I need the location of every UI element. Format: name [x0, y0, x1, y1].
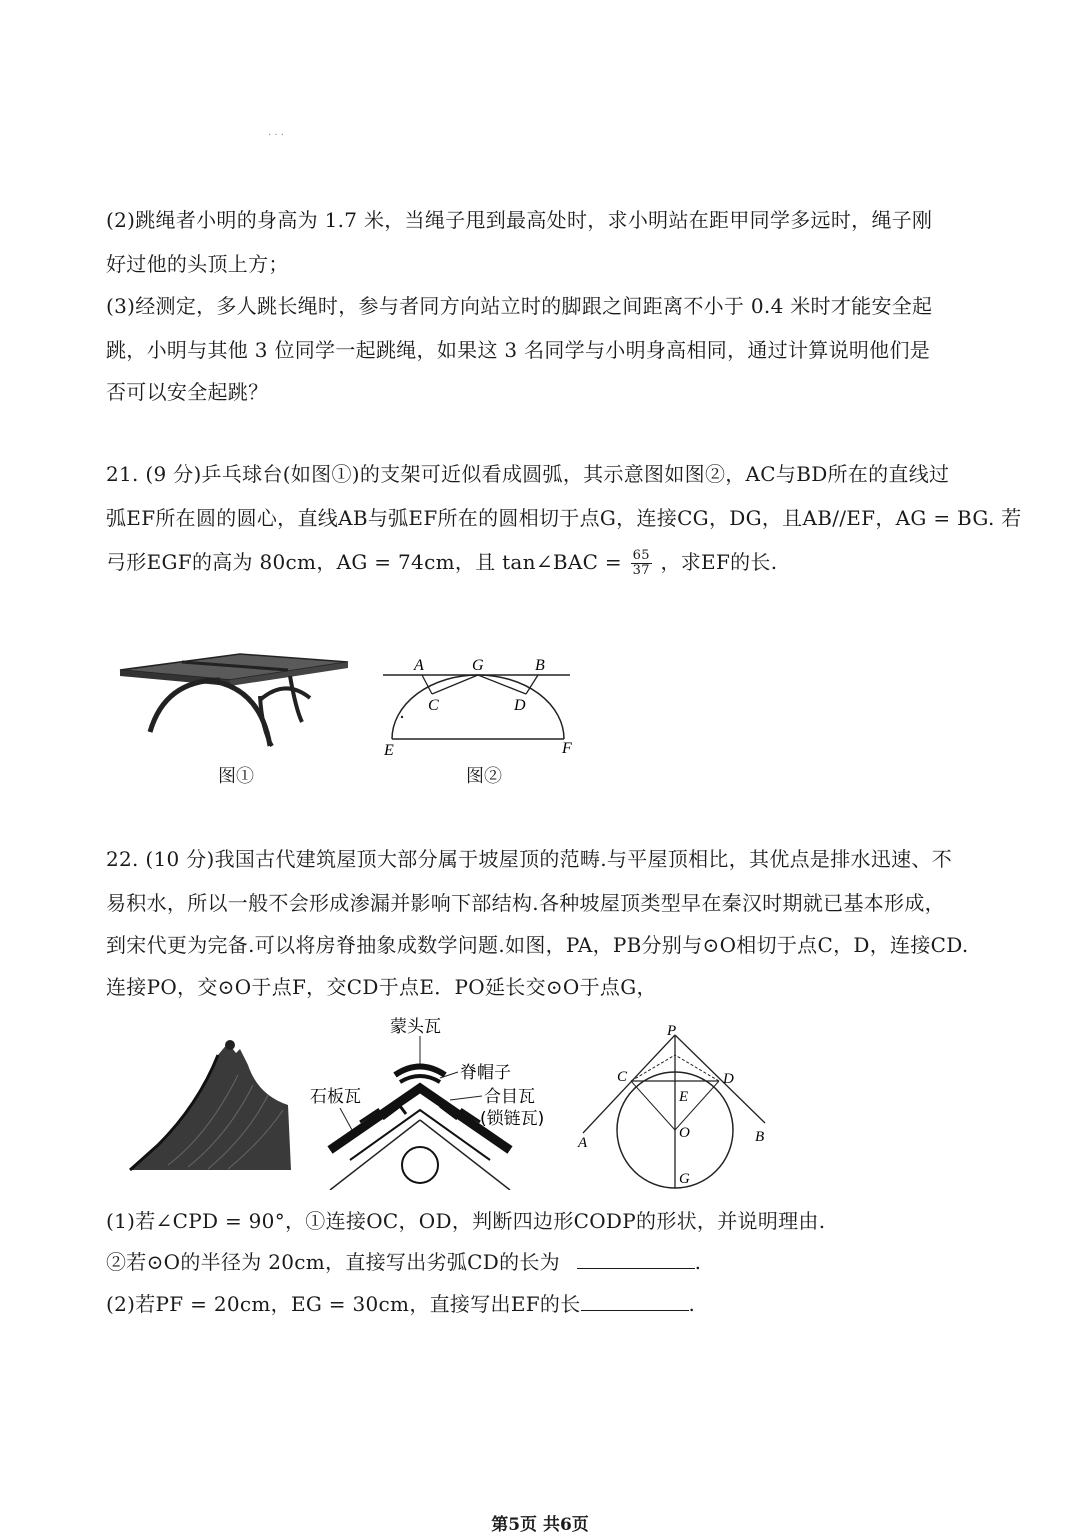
q21-line3-pre: 弓形EGF的高为 80cm，AG = 74cm，且 tan∠BAC =	[106, 550, 622, 574]
answer-blank-ef-length[interactable]	[581, 1292, 689, 1311]
q22-line3: 到宋代更为完备.可以将房脊抽象成数学问题.如图，PA，PB分别与⊙O相切于点C，D，连接CD.	[106, 933, 969, 957]
roof-ridge-diagram	[300, 1010, 565, 1190]
label-A: A	[414, 657, 424, 674]
label-O: O	[679, 1125, 690, 1141]
label-A: A	[578, 1135, 588, 1151]
tangent-circle-diagram	[575, 1025, 775, 1190]
q22-sub2-end: .	[688, 1292, 696, 1316]
q22-line4: 连接PO，交⊙O于点F，交CD于点E．PO延长交⊙O于点G，	[106, 975, 657, 999]
label-C: C	[617, 1069, 628, 1085]
q21-line3	[106, 548, 777, 578]
q22-sub2-text: (2)若PF = 20cm，EG = 30cm，直接写出EF的长	[106, 1292, 581, 1316]
ping-pong-table-figure	[110, 640, 360, 755]
label-C: C	[428, 697, 439, 714]
q22-sub1b	[106, 1248, 701, 1276]
label-mengtou-tile: 蒙头瓦	[390, 1017, 441, 1037]
scan-mark: · · ·	[268, 130, 284, 141]
label-hemu-tile: 合目瓦	[484, 1087, 535, 1107]
fig2-caption: 图②	[466, 766, 502, 787]
page-footer: 第5页 共6页	[491, 1515, 589, 1535]
q22-line2: 易积水，所以一般不会形成渗漏并影响下部结构.各种坡屋顶类型早在秦汉时期就已基本形成，	[106, 891, 945, 915]
arc-diagram-figure	[380, 650, 580, 760]
label-B: B	[755, 1129, 765, 1145]
label-chain-tile: (锁链瓦)	[480, 1109, 545, 1129]
label-F: F	[562, 740, 572, 757]
fraction-numerator: 65	[632, 548, 650, 563]
q22-sub1b-end: .	[694, 1250, 702, 1274]
label-D: D	[514, 697, 526, 714]
label-P: P	[667, 1025, 677, 1039]
q20-part3-line3: 否可以安全起跳？	[106, 380, 269, 404]
q21-line2: 弧EF所在圆的圆心，直线AB与弧EF所在的圆相切于点G，连接CG，DG，且AB//EF，AG = BG. 若	[106, 506, 1022, 530]
label-G: G	[679, 1171, 690, 1187]
q22-sub2	[106, 1290, 695, 1318]
q20-part3-line1: (3)经测定，多人跳长绳时，参与者同方向站立时的脚跟之间距离不小于 0.4 米时才能安全起	[106, 294, 933, 318]
q21-line1: 21. (9 分)乒乓球台(如图①)的支架可近似看成圆弧，其示意图如图②，AC与BD所在的直线过	[106, 462, 950, 486]
label-E: E	[679, 1089, 689, 1105]
label-slate-tile: 石板瓦	[310, 1087, 361, 1107]
q20-part3-line2: 跳，小明与其他 3 位同学一起跳绳，如果这 3 名同学与小明身高相同，通过计算说明他们是	[106, 338, 931, 362]
label-D: D	[723, 1071, 734, 1087]
label-ridge-cap: 脊帽子	[460, 1063, 511, 1083]
q22-sub1b-text: ②若⊙O的半径为 20cm，直接写出劣弧CD的长为	[106, 1250, 560, 1274]
fraction-denominator: 37	[632, 563, 650, 578]
label-E: E	[384, 742, 394, 759]
label-B: B	[535, 657, 545, 674]
roof-photo-figure	[128, 1035, 293, 1175]
q22-sub1a: (1)若∠CPD = 90°，①连接OC，OD，判断四边形CODP的形状，并说明理由.	[106, 1209, 826, 1233]
fig1-caption: 图①	[218, 766, 254, 787]
q22-line1: 22. (10 分)我国古代建筑屋顶大部分属于坡屋顶的范畴.与平屋顶相比，其优点是排水迅速、不	[106, 847, 953, 871]
q20-part2-line1: (2)跳绳者小明的身高为 1.7 米，当绳子甩到最高处时，求小明站在距甲同学多远时，绳子刚	[106, 208, 933, 232]
q20-part2-line2: 好过他的头顶上方；	[106, 252, 289, 276]
q21-line3-post: ，求EF的长.	[660, 550, 778, 574]
label-G: G	[472, 657, 484, 674]
answer-blank-arc-length[interactable]	[577, 1250, 695, 1269]
tan-fraction	[631, 549, 652, 578]
